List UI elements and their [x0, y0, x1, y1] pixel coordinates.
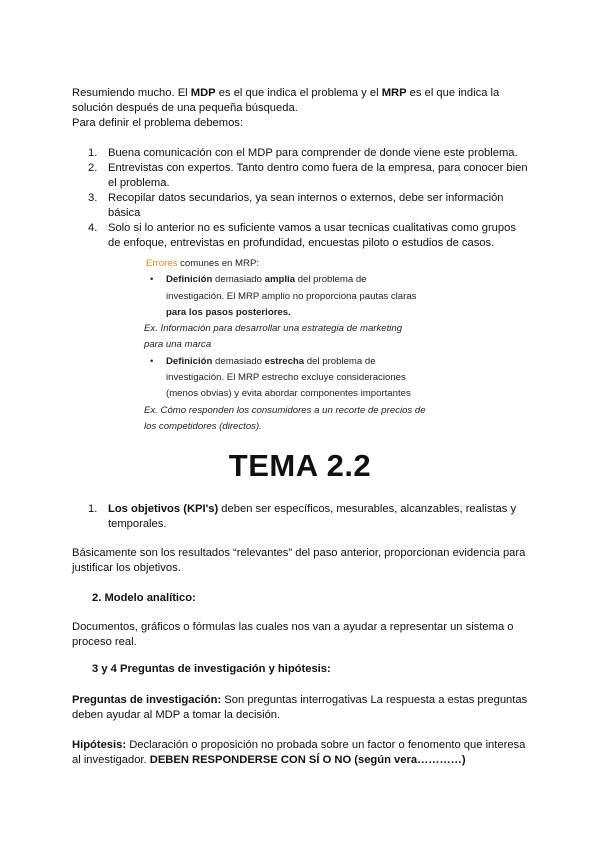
- example-text: Ex. Cómo responden los consumidores a un recorte de precios de: [144, 404, 426, 416]
- error-item-text: (menos obvias) y evita abordar componentes importantes: [166, 388, 411, 400]
- item-bold: Los objetivos (KPI's): [108, 503, 219, 515]
- intro-text: Resumiendo mucho. El: [72, 87, 191, 99]
- bullet-icon: •: [150, 355, 154, 367]
- example-text: para una marca: [144, 339, 212, 351]
- error-item: • Definición demasiado estrecha del problema de: [146, 354, 436, 370]
- mrp-term: MRP: [381, 87, 407, 99]
- item-number: 4.: [88, 222, 98, 234]
- list-item: [88, 502, 528, 532]
- example-text: Ex. Información para desarrollar una estrategia de marketing: [144, 323, 403, 335]
- hypothesis-paragraph: Hipótesis: Declaración o proposición no probada sobre un factor o fenomento que interesa al investigador. DEBEN RESPONDERSE CON SÍ O NO (según vera…………): [72, 739, 526, 766]
- objectives-paragraph: Básicamente son los resultados “relevantes” del paso anterior, proporcionan evidencia para justificar los objetivos.: [72, 547, 526, 574]
- list-item: [88, 191, 528, 221]
- item-text: Entrevistas con expertos. Tanto dentro como fuera de la empresa, para conocer bien el problema.: [108, 162, 528, 189]
- errors-excerpt: [146, 256, 436, 435]
- model-paragraph: Documentos, gráficos o fórmulas las cuales nos van a ayudar a representar un sistema o proceso real.: [72, 621, 514, 648]
- objectives-list: [88, 502, 528, 532]
- error-item: • Definición demasiado amplia del problema de: [146, 272, 436, 288]
- error-item-text: investigación. El MRP estrecho excluye consideraciones: [166, 372, 406, 384]
- model-heading: 2. Modelo analítico:: [92, 592, 196, 604]
- item-number: 1.: [88, 147, 98, 159]
- example-text: los competidores (directos).: [144, 420, 262, 432]
- item-text: deben ser específicos, mesurables, alcanzables, realistas y temporales.: [108, 503, 517, 530]
- steps-list: [88, 146, 528, 251]
- bullet-icon: •: [150, 274, 154, 286]
- item-number: 1.: [88, 503, 98, 515]
- intro-paragraph: [72, 86, 532, 131]
- intro-text: es el que indica la solución después de una pequeña búsqueda.: [72, 87, 500, 114]
- error-item-text: investigación. El MRP amplio no proporciona pautas claras: [166, 290, 417, 302]
- list-item: [88, 221, 528, 251]
- intro-lead: Para definir el problema debemos:: [72, 117, 244, 129]
- errors-heading: Errores comunes en MRP:: [146, 258, 260, 269]
- item-text: Solo si lo anterior no es suficiente vamos a usar tecnicas cualitativas como grupos de enfoque, entrevistas en profundidad, encuestas piloto o estudios de casos.: [108, 222, 516, 249]
- intro-text: es el que indica el problema y el: [215, 87, 382, 99]
- item-text: Recopilar datos secundarios, ya sean internos o externos, debe ser información básica: [108, 192, 504, 219]
- mdp-term: MDP: [190, 87, 216, 99]
- error-item-text: para los pasos posteriores.: [166, 306, 291, 318]
- item-number: 2.: [88, 162, 98, 174]
- item-text: Buena comunicación con el MDP para comprender de donde viene este problema.: [108, 147, 518, 159]
- questions-paragraph: Preguntas de investigación: Son preguntas interrogativas La respuesta a estas preguntas deben ayudar al MDP a tomar la decisión.: [72, 694, 528, 721]
- section-title: TEMA 2.2: [228, 448, 372, 483]
- list-item: [88, 146, 528, 161]
- list-item: [88, 161, 528, 191]
- item-number: 3.: [88, 192, 98, 204]
- questions-heading: 3 y 4 Preguntas de investigación y hipótesis:: [92, 663, 331, 675]
